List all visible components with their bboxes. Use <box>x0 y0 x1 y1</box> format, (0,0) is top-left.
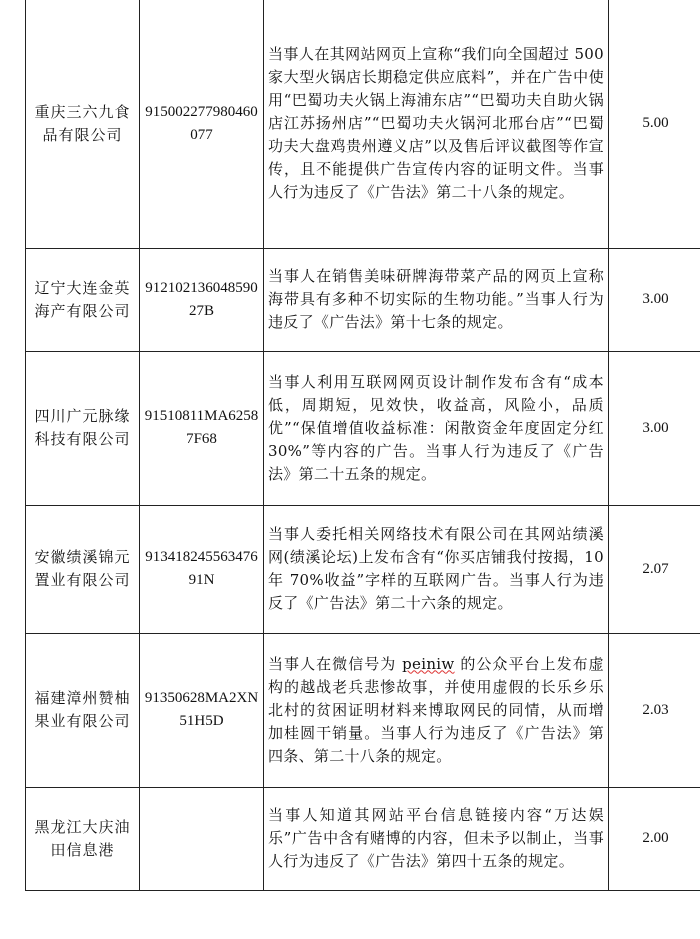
credit-code-cell: 91350628MA2XN51H5D <box>140 633 264 787</box>
table-row <box>26 248 700 351</box>
penalty-amount-cell: 2.00 <box>609 787 700 890</box>
penalty-amount-cell: 5.00 <box>609 0 700 248</box>
table-row <box>26 351 700 505</box>
table-row <box>26 505 700 633</box>
penalty-amount-cell: 2.03 <box>609 633 700 787</box>
credit-code-cell: 91341824556347691N <box>140 505 264 633</box>
company-name-cell: 安徽绩溪锦元置业有限公司 <box>26 505 140 633</box>
credit-code-cell <box>140 787 264 890</box>
credit-code-cell: 91210213604859027B <box>140 248 264 351</box>
company-name-cell: 四川广元脉缘科技有限公司 <box>26 351 140 505</box>
credit-code-cell: 915002277980460077 <box>140 0 264 248</box>
table-row <box>26 787 700 890</box>
penalty-amount-cell: 3.00 <box>609 248 700 351</box>
violation-description-cell: 当事人利用互联网网页设计制作发布含有“成本低，周期短，见效快，收益高，风险小，品质优”“保值增值收益标准：闲散资金年度固定分红 30%”等内容的广告。当事人行为违反了《广告法》第二十五条的规定。 <box>264 351 609 505</box>
penalty-amount-cell: 2.07 <box>609 505 700 633</box>
table-row <box>26 633 700 787</box>
description-text-after: 的公众平台上发布虚构的越战老兵悲惨故事，并使用虚假的长乐乡乐北村的贫困证明材料来博取网民的同情，从而增加桂圆干销量。当事人行为违反了《广告法》第四条、第二十八条的规定。 <box>268 654 604 765</box>
company-name-cell: 辽宁大连金英海产有限公司 <box>26 248 140 351</box>
company-name-cell: 重庆三六九食品有限公司 <box>26 0 140 248</box>
table-row <box>26 0 700 248</box>
description-text-before: 当事人在微信号为 <box>268 654 403 673</box>
violation-description-cell: 当事人在其网站网页上宣称“我们向全国超过 500 家大型火锅店长期稳定供应底料”，并在广告中使用“巴蜀功夫火锅上海浦东店”“巴蜀功夫自助火锅店江苏扬州店”“巴蜀功夫火锅河北邢台店”“巴蜀功夫大盘鸡贵州遵义店”以及售后评议截图等作宣传，且不能提供广告宣传内容的证明文件。当事人行为违反了《广告法》第二十八条的规定。 <box>264 0 609 248</box>
spellcheck-marked-word: peiniw <box>402 654 455 673</box>
penalty-records-table <box>25 0 700 891</box>
credit-code-cell: 91510811MA62587F68 <box>140 351 264 505</box>
violation-description-cell <box>264 633 609 787</box>
violation-description-cell: 当事人委托相关网络技术有限公司在其网站绩溪网(绩溪论坛)上发布含有“你买店铺我付按揭，10 年 70%收益”字样的互联网广告。当事人行为违反了《广告法》第二十六条的规定。 <box>264 505 609 633</box>
violation-description-cell: 当事人知道其网站平台信息链接内容“万达娱乐”广告中含有赌博的内容，但未予以制止，当事人行为违反了《广告法》第四十五条的规定。 <box>264 787 609 890</box>
penalty-amount-cell: 3.00 <box>609 351 700 505</box>
violation-description-cell: 当事人在销售美味研牌海带菜产品的网页上宣称海带具有多种不切实际的生物功能。”当事人行为违反了《广告法》第十七条的规定。 <box>264 248 609 351</box>
company-name-cell: 黑龙江大庆油田信息港 <box>26 787 140 890</box>
company-name-cell: 福建漳州赞柚果业有限公司 <box>26 633 140 787</box>
